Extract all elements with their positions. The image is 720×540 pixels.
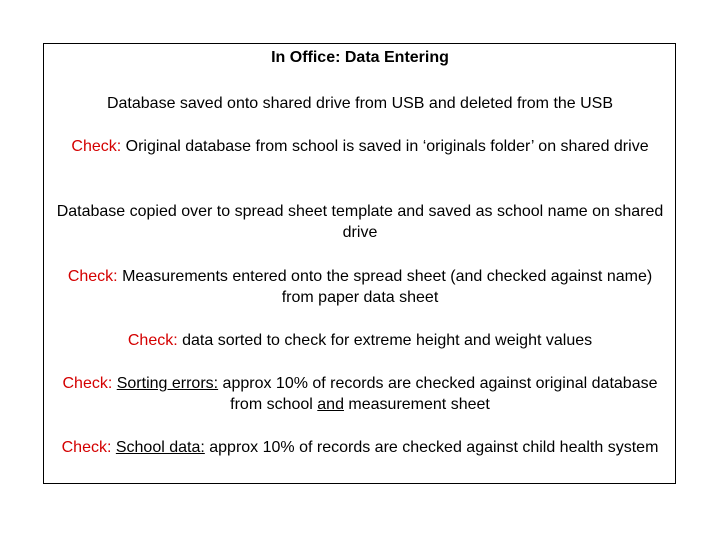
- check-text: approx 10% of records are checked against child health system: [204, 439, 659, 456]
- check-text: data sorted to check for extreme height and weight values: [177, 332, 593, 349]
- step-usb-transfer: [54, 93, 666, 114]
- slide-title: In Office: Data Entering: [271, 49, 449, 66]
- check-label: Check:: [127, 332, 178, 349]
- sorting-errors-label: Sorting errors:: [116, 375, 219, 392]
- check-measurements: [54, 266, 666, 308]
- check-school-data: [54, 437, 666, 458]
- check-label: Check:: [62, 375, 113, 392]
- check-label: Check:: [67, 268, 118, 285]
- step-copy-template: [54, 201, 666, 243]
- check-text: Original database from school is saved in ‘originals folder’ on shared drive: [121, 138, 649, 155]
- check-text-part-2: measurement sheet: [343, 396, 490, 413]
- check-originals-folder: [54, 136, 666, 157]
- school-data-label: School data:: [115, 439, 205, 456]
- check-text-part-1: approx 10% of records are checked against original database from school: [218, 375, 658, 413]
- check-label: Check:: [61, 439, 112, 456]
- check-label: Check:: [71, 138, 122, 155]
- step-text: Database saved onto shared drive from USB and deleted from the USB: [106, 95, 614, 112]
- check-sorting-errors: [54, 373, 666, 415]
- check-sorted-values: [54, 330, 666, 351]
- step-text: Database copied over to spread sheet template and saved as school name on shared drive: [56, 203, 664, 241]
- and-emphasis: and: [317, 396, 344, 413]
- check-text: Measurements entered onto the spread sheet (and checked against name) from paper data sheet: [117, 268, 653, 306]
